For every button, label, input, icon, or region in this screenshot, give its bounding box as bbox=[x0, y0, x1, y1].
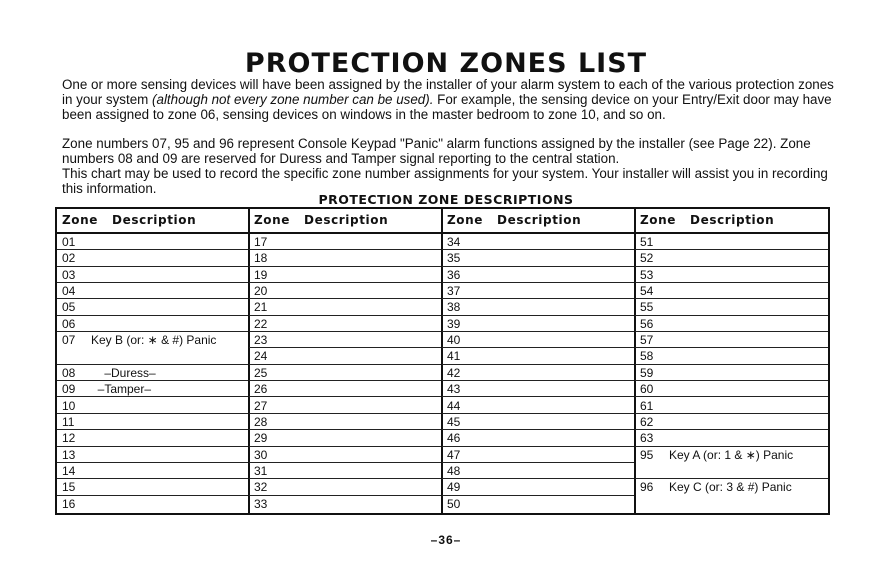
zone-row-33[interactable] bbox=[249, 496, 442, 512]
zone-number: 21 bbox=[254, 300, 268, 315]
zone-row-57[interactable] bbox=[635, 332, 828, 348]
zone-number: 27 bbox=[254, 398, 268, 413]
column-header bbox=[635, 209, 828, 232]
zone-row-24[interactable] bbox=[249, 348, 442, 364]
zone-number: 95 bbox=[640, 447, 654, 462]
zone-number: 25 bbox=[254, 365, 268, 380]
zone-number: 19 bbox=[254, 267, 268, 282]
zone-number: 57 bbox=[640, 333, 654, 348]
zone-row-17[interactable] bbox=[249, 234, 442, 250]
zone-row-60[interactable] bbox=[635, 381, 828, 397]
zone-description: Key B (or: ∗ & #) Panic bbox=[91, 333, 217, 348]
zone-row-95[interactable] bbox=[635, 447, 828, 480]
zone-number: 16 bbox=[62, 496, 76, 511]
zone-description: Key A (or: 1 & ∗) Panic bbox=[669, 447, 794, 462]
zone-row-29[interactable] bbox=[249, 430, 442, 446]
zone-row-53[interactable] bbox=[635, 267, 828, 283]
zone-number: 45 bbox=[447, 414, 461, 429]
zone-number: 52 bbox=[640, 251, 654, 266]
zone-number: 28 bbox=[254, 414, 268, 429]
zone-column-2 bbox=[249, 209, 442, 513]
zone-row-48[interactable] bbox=[442, 463, 635, 479]
zone-row-59[interactable] bbox=[635, 365, 828, 381]
header-zone: Zone bbox=[640, 213, 677, 227]
zone-row-08[interactable] bbox=[57, 365, 249, 381]
zone-row-07[interactable] bbox=[57, 332, 249, 365]
column-body bbox=[57, 232, 249, 513]
zone-row-14[interactable] bbox=[57, 463, 249, 479]
zone-row-03[interactable] bbox=[57, 267, 249, 283]
zone-number: 26 bbox=[254, 382, 268, 397]
zone-row-20[interactable] bbox=[249, 283, 442, 299]
zone-number: 10 bbox=[62, 398, 76, 413]
zone-row-49[interactable] bbox=[442, 479, 635, 495]
zone-row-18[interactable] bbox=[249, 250, 442, 266]
intro-text-rest: For example, the sensing device on your Entry/Exit door may have been assigned to zone 06, sensing devices on windows in the master bedroom to zone 10, and so on. bbox=[62, 92, 832, 122]
zone-row-13[interactable] bbox=[57, 447, 249, 463]
zone-number: 08 bbox=[62, 365, 76, 380]
page-title: PROTECTION ZONES LIST bbox=[244, 48, 648, 79]
zone-row-35[interactable] bbox=[442, 250, 635, 266]
zone-number: 24 bbox=[254, 349, 268, 364]
zone-row-11[interactable] bbox=[57, 414, 249, 430]
zone-row-15[interactable] bbox=[57, 479, 249, 495]
zone-number: 18 bbox=[254, 251, 268, 266]
zone-number: 58 bbox=[640, 349, 654, 364]
zone-descriptions-table bbox=[55, 207, 830, 515]
zone-number: 46 bbox=[447, 431, 461, 446]
header-zone: Zone bbox=[447, 213, 484, 227]
zone-number: 13 bbox=[62, 447, 76, 462]
zone-description: Key C (or: 3 & #) Panic bbox=[669, 480, 792, 495]
zone-number: 06 bbox=[62, 316, 76, 331]
zone-row-43[interactable] bbox=[442, 381, 635, 397]
zone-number: 04 bbox=[62, 284, 76, 299]
zone-number: 23 bbox=[254, 333, 268, 348]
header-description: Description bbox=[690, 213, 775, 227]
zone-row-16[interactable] bbox=[57, 496, 249, 512]
zone-row-26[interactable] bbox=[249, 381, 442, 397]
zone-number: 36 bbox=[447, 267, 461, 282]
zone-number: 09 bbox=[62, 382, 76, 397]
zone-row-54[interactable] bbox=[635, 283, 828, 299]
column-body bbox=[442, 232, 635, 513]
zone-row-63[interactable] bbox=[635, 430, 828, 446]
zone-row-40[interactable] bbox=[442, 332, 635, 348]
zone-number: 54 bbox=[640, 284, 654, 299]
zone-row-23[interactable] bbox=[249, 332, 442, 348]
zone-number: 07 bbox=[62, 333, 76, 348]
zone-row-36[interactable] bbox=[442, 267, 635, 283]
zone-number: 55 bbox=[640, 300, 654, 315]
column-header bbox=[57, 209, 249, 232]
zone-row-12[interactable] bbox=[57, 430, 249, 446]
zone-row-05[interactable] bbox=[57, 299, 249, 315]
zone-number: 48 bbox=[447, 463, 461, 478]
zone-number: 34 bbox=[447, 235, 461, 249]
zone-number: 40 bbox=[447, 333, 461, 348]
zone-number: 59 bbox=[640, 365, 654, 380]
zone-number: 51 bbox=[640, 235, 654, 249]
zone-row-41[interactable] bbox=[442, 348, 635, 364]
column-body bbox=[249, 232, 442, 513]
zone-number: 05 bbox=[62, 300, 76, 315]
zone-number: 56 bbox=[640, 316, 654, 331]
zone-row-42[interactable] bbox=[442, 365, 635, 381]
header-description: Description bbox=[112, 213, 197, 227]
zone-row-62[interactable] bbox=[635, 414, 828, 430]
zone-number: 29 bbox=[254, 431, 268, 446]
zone-row-34[interactable] bbox=[442, 234, 635, 250]
zone-row-28[interactable] bbox=[249, 414, 442, 430]
zone-row-06[interactable] bbox=[57, 316, 249, 332]
zone-row-09[interactable] bbox=[57, 381, 249, 397]
zone-row-56[interactable] bbox=[635, 316, 828, 332]
column-body bbox=[635, 232, 828, 513]
zone-number: 47 bbox=[447, 447, 461, 462]
zone-number: 33 bbox=[254, 496, 268, 511]
zone-number: 15 bbox=[62, 480, 76, 495]
zone-description: –Duress– bbox=[91, 365, 156, 380]
header-description: Description bbox=[304, 213, 389, 227]
column-header bbox=[249, 209, 442, 232]
zone-number: 03 bbox=[62, 267, 76, 282]
zone-row-10[interactable] bbox=[57, 398, 249, 414]
zone-row-37[interactable] bbox=[442, 283, 635, 299]
header-zone: Zone bbox=[254, 213, 291, 227]
intro-italic-note: (although not every zone number can be used). bbox=[152, 92, 434, 107]
zone-row-32[interactable] bbox=[249, 479, 442, 495]
zone-number: 30 bbox=[254, 447, 268, 462]
zone-row-30[interactable] bbox=[249, 447, 442, 463]
zone-number: 14 bbox=[62, 463, 76, 478]
header-zone: Zone bbox=[62, 213, 99, 227]
zone-number: 12 bbox=[62, 431, 76, 446]
zone-number: 31 bbox=[254, 463, 268, 478]
zone-number: 22 bbox=[254, 316, 268, 331]
zone-row-45[interactable] bbox=[442, 414, 635, 430]
zone-number: 01 bbox=[62, 235, 76, 249]
intro-paragraph-2: Zone numbers 07, 95 and 96 represent Console Keypad "Panic" alarm functions assigned by the installer (see Page 22). Zone numbers 08 and 09 are reserved for Duress and Tamper signal reporting to the central station. bbox=[62, 136, 811, 166]
zone-number: 50 bbox=[447, 496, 461, 511]
zone-number: 11 bbox=[62, 414, 75, 429]
zone-row-04[interactable] bbox=[57, 283, 249, 299]
zone-number: 96 bbox=[640, 480, 654, 495]
zone-row-22[interactable] bbox=[249, 316, 442, 332]
zone-row-01[interactable] bbox=[57, 234, 249, 250]
zone-column-1 bbox=[57, 209, 249, 513]
zone-row-21[interactable] bbox=[249, 299, 442, 315]
table-title: PROTECTION ZONE DESCRIPTIONS bbox=[318, 192, 574, 207]
zone-number: 53 bbox=[640, 267, 654, 282]
zone-row-52[interactable] bbox=[635, 250, 828, 266]
zone-number: 02 bbox=[62, 251, 76, 266]
zone-row-50[interactable] bbox=[442, 496, 635, 512]
zone-row-38[interactable] bbox=[442, 299, 635, 315]
intro-text: One or more sensing devices will have been assigned by the installer of your alarm system to each of the various protection zones in your system bbox=[62, 77, 834, 107]
zone-number: 35 bbox=[447, 251, 461, 266]
zone-row-55[interactable] bbox=[635, 299, 828, 315]
zone-row-25[interactable] bbox=[249, 365, 442, 381]
zone-number: 61 bbox=[640, 398, 654, 413]
intro-paragraph-3: This chart may be used to record the specific zone number assignments for your system. Your installer will assist you in recording this information. bbox=[62, 166, 828, 196]
zone-number: 63 bbox=[640, 431, 654, 446]
zone-number: 38 bbox=[447, 300, 461, 315]
zone-row-61[interactable] bbox=[635, 398, 828, 414]
zone-number: 37 bbox=[447, 284, 461, 299]
zone-number: 49 bbox=[447, 480, 461, 495]
zone-row-58[interactable] bbox=[635, 348, 828, 364]
zone-description: –Tamper– bbox=[91, 382, 152, 397]
header-description: Description bbox=[497, 213, 582, 227]
zone-row-47[interactable] bbox=[442, 447, 635, 463]
zone-row-44[interactable] bbox=[442, 398, 635, 414]
zone-number: 32 bbox=[254, 480, 268, 495]
zone-number: 43 bbox=[447, 382, 461, 397]
zone-row-46[interactable] bbox=[442, 430, 635, 446]
zone-row-31[interactable] bbox=[249, 463, 442, 479]
zone-number: 20 bbox=[254, 284, 268, 299]
zone-column-4 bbox=[635, 209, 828, 513]
zone-row-51[interactable] bbox=[635, 234, 828, 250]
intro-paragraph-1 bbox=[62, 77, 834, 122]
zone-number: 41 bbox=[447, 349, 461, 364]
zone-number: 62 bbox=[640, 414, 654, 429]
zone-row-02[interactable] bbox=[57, 250, 249, 266]
zone-number: 17 bbox=[254, 235, 268, 249]
column-header bbox=[442, 209, 635, 232]
zone-number: 44 bbox=[447, 398, 461, 413]
zone-number: 60 bbox=[640, 382, 654, 397]
page-number: –36– bbox=[430, 533, 462, 547]
zone-column-3 bbox=[442, 209, 635, 513]
zone-number: 39 bbox=[447, 316, 461, 331]
zone-row-27[interactable] bbox=[249, 398, 442, 414]
zone-row-39[interactable] bbox=[442, 316, 635, 332]
zone-number: 42 bbox=[447, 365, 461, 380]
zone-row-96[interactable] bbox=[635, 479, 828, 512]
zone-row-19[interactable] bbox=[249, 267, 442, 283]
